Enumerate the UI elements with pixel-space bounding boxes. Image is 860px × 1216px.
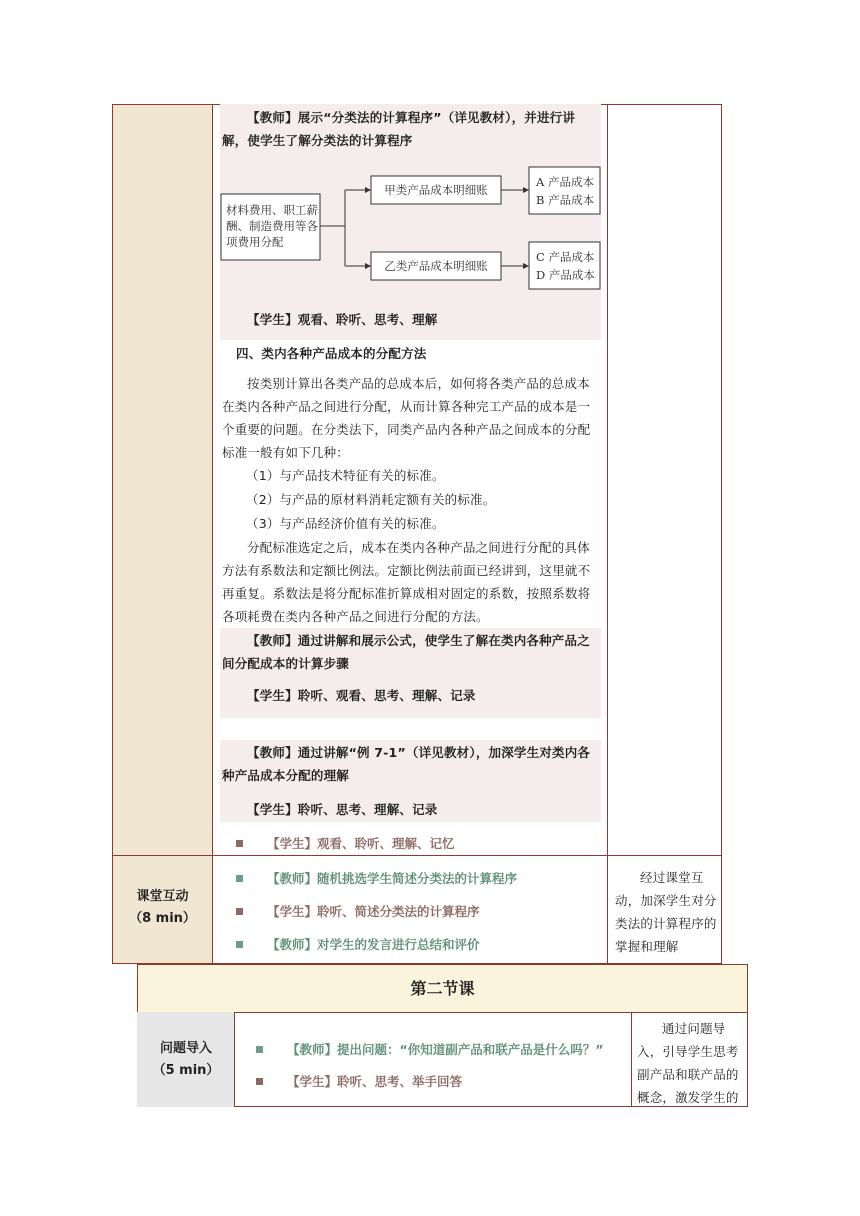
standard-item-3: （3）与产品经济价值有关的标准。 bbox=[246, 516, 445, 531]
diagram-cost-b2: D 产品成本 bbox=[536, 268, 595, 282]
bullet-square-icon bbox=[236, 840, 243, 847]
allocation-paragraph-1: 按类别计算出各类产品的总成本后，如何将各类产品的总成本在类内各种产品之间进行分配，从而计算各种完工产品的成本是一个重要的问题。在分类法下，同类产品内各种产品之间成本的分配标准一般有如下几种： bbox=[222, 376, 591, 460]
question-row-label: 问题导入 （5 min） bbox=[152, 1041, 220, 1078]
student-response-3: 【学生】聆听、思考、理解、记录 bbox=[247, 802, 438, 817]
interaction-bullet-1: 【教师】随机挑选学生简述分类法的计算程序 bbox=[236, 869, 606, 889]
classification-flow-diagram bbox=[220, 166, 604, 292]
diagram-source-line-3: 项费用分配 bbox=[226, 235, 284, 249]
teacher-formula-text: 【教师】通过讲解和展示公式，使学生了解在类内各种产品之间分配成本的计算步骤 bbox=[222, 633, 590, 671]
teacher-example-text: 【教师】通过讲解“例 7-1”（详见教材），加深学生对类内各种产品成本分配的理解 bbox=[222, 745, 591, 783]
diagram-cost-a1: A 产品成本 bbox=[536, 175, 594, 189]
allocation-paragraph-2: 分配标准选定之后，成本在类内各种产品之间进行分配的具体方法有系数法和定额比例法。定额比例法前面已经讲到，这里就不再重复。系数法是将分配标准折算成相对固定的系数，按照系数将各项耗费在类内各种产品之间进行分配的方法。 bbox=[222, 540, 591, 624]
interaction-bullet-3: 【教师】对学生的发言进行总结和评价 bbox=[236, 935, 606, 955]
student-response-1: 【学生】观看、聆听、思考、理解 bbox=[247, 312, 438, 327]
diagram-source-line-1: 材料费用、职工薪 bbox=[226, 203, 318, 217]
second-lesson-title: 第二节课 bbox=[410, 979, 475, 998]
student-response-2: 【学生】聆听、观看、思考、理解、记录 bbox=[247, 688, 476, 703]
column-divider-2 bbox=[631, 1012, 632, 1107]
diagram-cost-a2: B 产品成本 bbox=[536, 193, 595, 207]
question-bullet-2: 【学生】聆听、思考、举手回答 bbox=[256, 1072, 628, 1092]
section-heading-4: 四、类内各种产品成本的分配方法 bbox=[236, 346, 427, 361]
diagram-ledger-b: 乙类产品成本明细账 bbox=[384, 259, 488, 273]
bullet-square-icon bbox=[256, 1046, 263, 1053]
interaction-label: 课堂互动 （8 min） bbox=[129, 889, 196, 926]
row-divider bbox=[112, 855, 722, 856]
bullet-square-icon bbox=[256, 1078, 263, 1085]
interaction-bullet-2: 【学生】聆听、简述分类法的计算程序 bbox=[236, 902, 606, 922]
bullet-square-icon bbox=[236, 941, 243, 948]
standard-item-2: （2）与产品的原材料消耗定额有关的标准。 bbox=[246, 492, 496, 507]
bullet-square-icon bbox=[236, 875, 243, 882]
standard-item-1: （1）与产品技术特征有关的标准。 bbox=[246, 468, 445, 483]
diagram-ledger-a: 甲类产品成本明细账 bbox=[384, 183, 488, 197]
interaction-purpose: 经过课堂互动，加深学生对分类法的计算程序的掌握和理解 bbox=[615, 870, 717, 954]
column-divider bbox=[607, 104, 608, 964]
question-purpose: 通过问题导入，引导学生思考副产品和联产品的概念，激发学生的 bbox=[637, 1021, 739, 1105]
question-bullet-1: 【教师】提出问题：“你知道副产品和联产品是什么吗？” bbox=[256, 1040, 628, 1060]
diagram-cost-b1: C 产品成本 bbox=[536, 250, 595, 264]
teacher-intro-text: 【教师】展示“分类法的计算程序”（详见教材），并进行讲解，使学生了解分类法的计算程序 bbox=[222, 110, 576, 148]
bullet-student-4: 【学生】观看、聆听、理解、记忆 bbox=[236, 834, 600, 854]
bullet-square-icon bbox=[236, 908, 243, 915]
diagram-source-line-2: 酬、制造费用等各 bbox=[226, 219, 318, 233]
